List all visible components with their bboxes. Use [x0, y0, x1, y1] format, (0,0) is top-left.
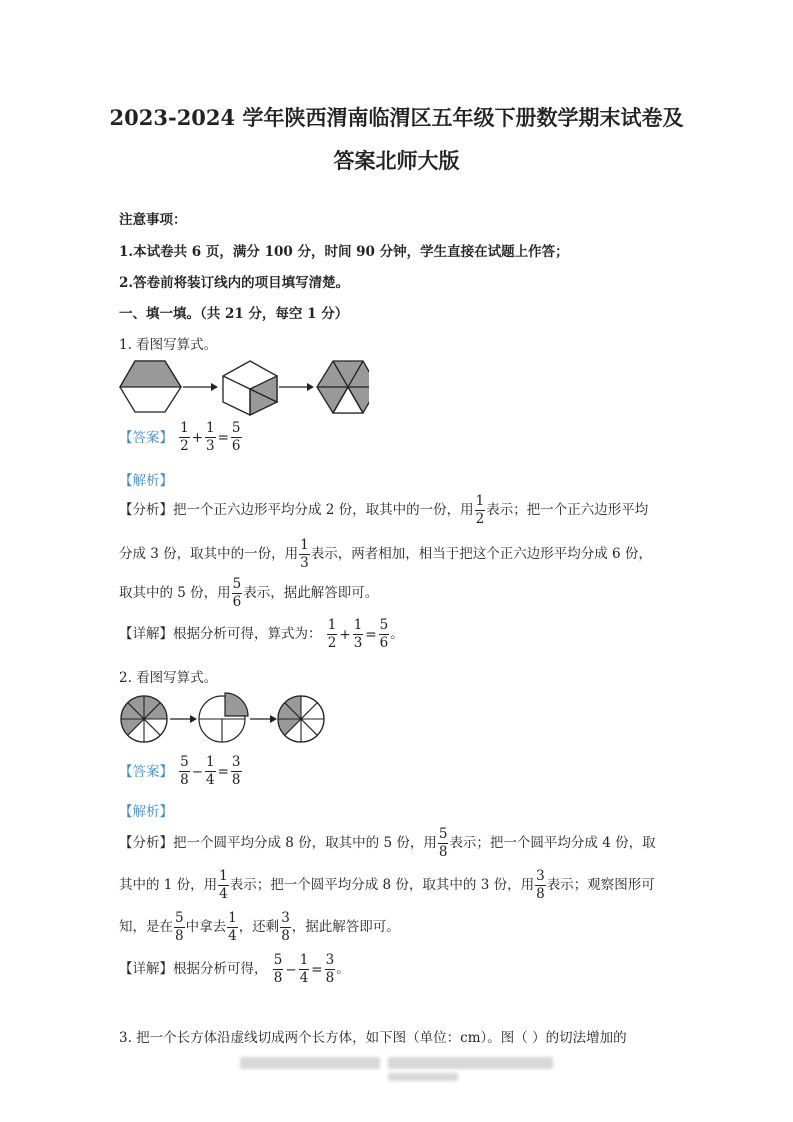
q1-fenxi-line3: 取其中的 5 份，用 $\frac{5}{6}$ 表示，据此解答即可。	[119, 576, 379, 610]
q1-fenxi-line1: 【分析】把一个正六边形平均分成 2 份，取其中的一份，用 $\frac{1}{2}$ 表示；把一个正六边形平均	[119, 493, 649, 527]
q1-stem: 1. 看图写算式。	[119, 337, 218, 353]
q1-ans-a-den: 2	[180, 438, 189, 454]
circle-one-quarter-shaded	[199, 693, 248, 742]
q2-circle-figure	[119, 692, 329, 746]
hexagon-third-shaded	[223, 361, 277, 415]
hexagon-half-shaded	[120, 361, 181, 412]
circle-three-eighths-shaded	[278, 696, 324, 742]
circle-five-eighths-shaded	[121, 696, 167, 742]
q1-ans-b-den: 3	[206, 438, 215, 454]
q3-stem: 3. 把一个长方体沿虚线切成两个长方体，如下图（单位：cm）。图（ ）的切法增加的	[119, 1030, 627, 1046]
q1-ans-a-num: 1	[180, 420, 189, 436]
notes-item-1: 1.本试卷共 6 页，满分 100 分，时间 90 分钟，学生直接在试题上作答；	[119, 244, 569, 260]
q2-fenxi-line3: 知，是在 $\frac{5}{8}$ 中拿去 $\frac{1}{4}$ ，还剩 $\frac{3}{8}$ ，据此解答即可。	[119, 910, 400, 944]
hexagon-five-sixths-shaded	[317, 361, 369, 413]
q1-ans-eq: =	[217, 429, 229, 446]
footer-watermark-blur-2	[388, 1057, 553, 1069]
section1-heading: 一、填一填。（共 21 分，每空 1 分）	[119, 306, 349, 322]
notes-heading: 注意事项：	[119, 212, 187, 228]
q2-fenxi-line2: 其中的 1 份，用 $\frac{1}{4}$ 表示；把一个圆平均分成 8 份，取其中的 3 份，用 $\frac{3}{8}$ 表示；观察图形可	[119, 868, 655, 902]
q1-analysis-label: 【解析】	[119, 473, 173, 489]
q1-xiangjie: 【详解】根据分析可得，算式为： $\frac{1}{2}$ + $\frac{1}{3}$ = $\frac{5}{6}$ 。	[119, 617, 404, 651]
q2-xiangjie: 【详解】根据分析可得， $\frac{5}{8}$ − $\frac{1}{4}$ = $\frac{3}{8}$ 。	[119, 952, 350, 986]
notes-item-2: 2.答卷前将装订线内的项目填写清楚。	[119, 275, 350, 291]
q1-answer	[119, 420, 243, 455]
footer-watermark-blur-1	[240, 1057, 380, 1069]
q1-hexagon-figure	[119, 358, 369, 416]
q1-ans-c-den: 6	[231, 438, 241, 454]
document-title-line1: 2023-2024 学年陕西渭南临渭区五年级下册数学期末试卷及	[109, 105, 684, 130]
q2-answer: 【答案】 $\frac{5}{8}$ − $\frac{1}{4}$ = $\frac{3}{8}$	[119, 754, 241, 788]
q1-ans-c-num: 5	[231, 420, 241, 436]
q2-fenxi-line1: 【分析】把一个圆平均分成 8 份，取其中的 5 份，用 $\frac{5}{8}$ 表示；把一个圆平均分成 4 份，取	[119, 826, 656, 860]
q1-fenxi-line2: 分成 3 份，取其中的一份，用 $\frac{1}{3}$ 表示，两者相加，相当于把这个正六边形平均分成 6 份，	[119, 537, 652, 571]
q2-stem: 2. 看图写算式。	[119, 670, 218, 686]
footer-watermark-blur-3	[388, 1073, 458, 1081]
q1-ans-op: +	[191, 429, 203, 446]
document-title-line2: 答案北师大版	[333, 148, 460, 173]
q2-analysis-label: 【解析】	[119, 804, 173, 820]
q1-ans-b-num: 1	[206, 420, 215, 436]
answer-label: 【答案】	[119, 430, 173, 446]
